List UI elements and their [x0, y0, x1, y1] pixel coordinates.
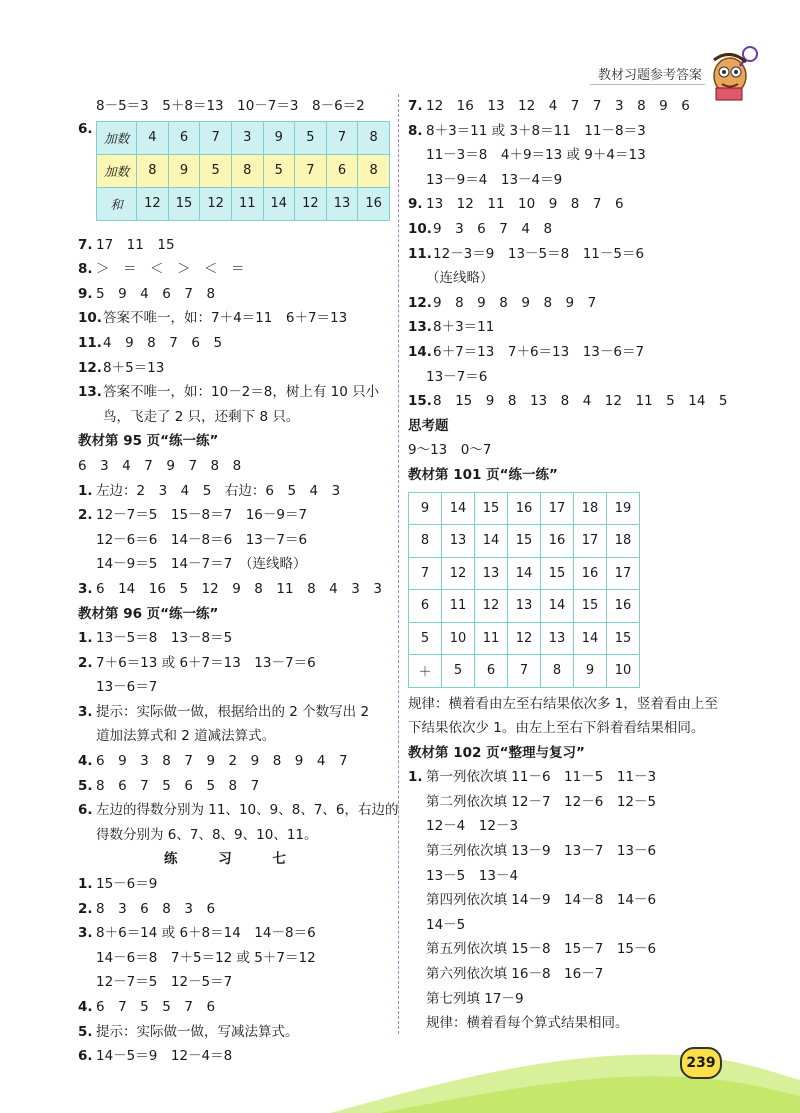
grid-cell: 6: [475, 655, 508, 688]
table-cell: 14: [263, 187, 295, 220]
answer-continuation: 鸟，飞走了 2 只，还剩下 8 只。: [103, 408, 300, 425]
row-label: 加数: [97, 154, 137, 187]
grid-cell: 19: [607, 492, 640, 525]
grid-cell: 12: [475, 590, 508, 623]
answer-line: [408, 192, 726, 217]
table-cell: 12: [137, 187, 169, 220]
table-cell: 8: [358, 121, 390, 154]
question-number: 4.: [78, 999, 93, 1015]
question-number: 8.: [78, 261, 93, 278]
grid-cell: 9: [409, 492, 442, 525]
table-cell: 4: [137, 121, 169, 154]
table-cell: 6: [168, 121, 200, 154]
answer-text: 提示：实际做一做，写减法算式。: [96, 1023, 299, 1040]
answer-line: [408, 217, 726, 242]
grid-cell: 10: [442, 622, 475, 655]
answer-line: 9～13 0～7: [408, 442, 492, 459]
answer-text: 6 7 5 5 7 6: [96, 999, 216, 1015]
grid-cell: 14: [508, 557, 541, 590]
answer-line: [408, 389, 726, 414]
question-number: 7.: [78, 236, 93, 253]
question-number: 11.: [408, 245, 432, 262]
grid-cell: 16: [607, 590, 640, 623]
question-number: 6.: [78, 1048, 93, 1065]
answer-line: [78, 306, 390, 331]
answer-text: 12 16 13 12 4 7 7 3 8 9 6: [426, 98, 690, 114]
question-number: 2.: [78, 507, 93, 524]
question-number: 1.: [78, 876, 93, 893]
answer-line: [78, 331, 390, 356]
grid-cell: 5: [409, 622, 442, 655]
grid-cell: 16: [508, 492, 541, 525]
answer-continuation: 第七列填 17－9: [426, 990, 524, 1007]
answer-continuation: （连线略）: [426, 270, 494, 287]
grid-cell: 13: [541, 622, 574, 655]
table-cell: 7: [295, 154, 327, 187]
grid-cell: 8: [409, 525, 442, 558]
question-number: 13.: [408, 319, 432, 336]
answer-text: 8 15 9 8 13 8 4 12 11 5 14 5: [433, 393, 728, 410]
question-number: 6.: [78, 802, 93, 819]
answer-line: [78, 995, 390, 1020]
table-row: [409, 655, 640, 688]
question-number: 14.: [408, 343, 432, 360]
answer-continuation: 第六列依次填 16－8 16－7: [426, 966, 604, 983]
answer-line: [78, 356, 390, 381]
table-row: [97, 121, 390, 154]
question-number: 3.: [78, 925, 93, 942]
question-number: 2.: [78, 654, 93, 671]
answer-line: 6 3 4 7 9 7 8 8: [78, 457, 242, 474]
section-heading: 教材第 96 页“练一练”: [78, 605, 219, 622]
section-heading: 思考题: [408, 417, 449, 434]
question-number: 4.: [78, 753, 93, 770]
question-number: 6.: [78, 120, 93, 137]
grid-cell: 5: [442, 655, 475, 688]
answer-text: 左边的得数分别为 11、10、9、8、7、6，右边的: [96, 802, 399, 819]
table-row: [409, 557, 640, 590]
question-number: 8.: [408, 122, 423, 139]
question-number: 10.: [78, 310, 102, 327]
answer-continuation: 规律：横着看每个算式结果相同。: [426, 1015, 629, 1032]
question-number: 11.: [78, 334, 102, 351]
grid-cell: 14: [475, 525, 508, 558]
grid-cell: 17: [574, 525, 607, 558]
answer-text: 8 6 7 5 6 5 8 7: [96, 777, 260, 794]
grid-cell: 15: [508, 525, 541, 558]
answer-continuation: 第二列依次填 12－7 12－6 12－5: [426, 793, 657, 810]
answer-text: 提示：实际做一做，根据给出的 2 个数写出 2: [96, 703, 370, 720]
grid-cell: 10: [607, 655, 640, 688]
grid-cell: 11: [475, 622, 508, 655]
answer-text: 8＋5＝13: [103, 359, 165, 376]
table-cell: 5: [295, 121, 327, 154]
grid-cell: 13: [508, 590, 541, 623]
left-column: [78, 94, 399, 1069]
answer-text: 8＋3＝11 或 3＋8＝11 11－8＝3: [426, 122, 646, 139]
answer-continuation: 14－5: [426, 916, 466, 933]
grid-cell: 15: [475, 492, 508, 525]
table-cell: 15: [168, 187, 200, 220]
table-cell: 8: [358, 154, 390, 187]
answer-continuation: 12－6＝6 14－8＝6 13－7＝6: [96, 531, 308, 548]
answer-line: [78, 577, 390, 602]
question-number: 15.: [408, 393, 432, 410]
table-row: [409, 590, 640, 623]
answer-line: [408, 315, 726, 340]
answer-line: [408, 242, 726, 267]
answer-continuation: 12－4 12－3: [426, 818, 519, 835]
grid-cell: 17: [607, 557, 640, 590]
grid-cell: 15: [574, 590, 607, 623]
answer-text: 9 8 9 8 9 8 9 7: [433, 294, 597, 311]
answer-line: [408, 340, 726, 365]
answer-line: [78, 651, 390, 676]
grid-cell: ＋: [409, 655, 442, 688]
answer-line: [78, 503, 390, 528]
question-number: 5.: [78, 1023, 93, 1040]
question-number: 5.: [78, 777, 93, 794]
answer-line: [78, 626, 390, 651]
question-number: 1.: [408, 769, 423, 786]
grid-cell: 14: [442, 492, 475, 525]
table-cell: 9: [263, 121, 295, 154]
answer-text: ＞ ＝ ＜ ＞ ＜ ＝: [96, 261, 245, 278]
grid-cell: 18: [574, 492, 607, 525]
answer-line: [78, 257, 390, 282]
column-divider: [398, 94, 399, 1034]
addition-table: [96, 121, 390, 221]
rule-text: 规律：横着看由左至右结果依次多 1，竖着看由上至下结果依次少 1。由左上至右下斜着看结果相同。: [408, 695, 718, 737]
grid-cell: 7: [409, 557, 442, 590]
answer-line: [78, 700, 390, 725]
answer-line: [78, 897, 390, 922]
answer-continuation: 14－9＝5 14－7＝7 （连线略）: [96, 556, 307, 573]
answer-line: [78, 872, 390, 897]
section-heading: 教材第 95 页“练一练”: [78, 433, 219, 450]
question-number: 3.: [78, 703, 93, 720]
table-cell: 5: [200, 154, 232, 187]
answer-text: 15－6＝9: [96, 876, 158, 893]
table-cell: 12: [295, 187, 327, 220]
grid-cell: 12: [508, 622, 541, 655]
answer-text: 答案不唯一，如：10－2＝8，树上有 10 只小: [103, 384, 380, 401]
answer-text: 8＋6＝14 或 6＋8＝14 14－8＝6: [96, 925, 316, 942]
mascot-reading-icon: [706, 42, 762, 102]
grid-cell: 16: [541, 525, 574, 558]
grid-cell: 11: [442, 590, 475, 623]
table-cell: 8: [137, 154, 169, 187]
table-cell: 7: [326, 121, 358, 154]
table-cell: 6: [326, 154, 358, 187]
table-row: [409, 492, 640, 525]
answer-text: 8＋3＝11: [433, 319, 495, 336]
question-number: 12.: [78, 359, 102, 376]
answer-continuation: 得数分别为 6、7、8、9、10、11。: [96, 826, 318, 843]
question-number: 10.: [408, 220, 432, 237]
grid-cell: 8: [541, 655, 574, 688]
grid-cell: 14: [574, 622, 607, 655]
answer-continuation: 13－5 13－4: [426, 867, 519, 884]
table-cell: 5: [263, 154, 295, 187]
question-number: 7.: [408, 98, 423, 114]
answer-continuation: 第三列依次填 13－9 13－7 13－6: [426, 843, 657, 860]
answer-continuation: 14－6＝8 7＋5＝12 或 5＋7＝12: [96, 949, 316, 966]
answer-text: 6＋7＝13 7＋6＝13 13－6＝7: [433, 343, 645, 360]
answer-continuation: 13－9＝4 13－4＝9: [426, 171, 563, 188]
grid-cell: 15: [607, 622, 640, 655]
answer-text: 9 3 6 7 4 8: [433, 220, 553, 237]
answer-continuation: 道加法算式和 2 道减法算式。: [96, 728, 276, 745]
grid-cell: 17: [541, 492, 574, 525]
right-column: [408, 94, 726, 1036]
grid-cell: 14: [541, 590, 574, 623]
table-row: [409, 525, 640, 558]
question-number: 9.: [78, 285, 93, 302]
grid-cell: 18: [607, 525, 640, 558]
answer-line: 8－5＝3 5＋8＝13 10－7＝3 8－6＝2: [96, 98, 365, 114]
table-row: [409, 622, 640, 655]
answer-continuation: 12－7＝5 12－5＝7: [96, 974, 233, 991]
answer-line: [78, 479, 390, 504]
table-cell: 16: [358, 187, 390, 220]
header-rule: [590, 84, 705, 85]
addition-grid: [408, 492, 640, 688]
answer-line: [78, 774, 390, 799]
question-number: 1.: [78, 482, 93, 499]
answer-text: 左边：2 3 4 5 右边：6 5 4 3: [96, 482, 341, 499]
row-label: 和: [97, 187, 137, 220]
exercise-heading: 练 习 七: [164, 851, 304, 868]
running-header: 教材习题参考答案: [598, 68, 703, 83]
table-row: [97, 154, 390, 187]
grid-cell: 6: [409, 590, 442, 623]
table-cell: 3: [231, 121, 263, 154]
answer-line: [408, 119, 726, 144]
question-number: 12.: [408, 294, 432, 311]
table-cell: 12: [200, 187, 232, 220]
answer-text: 5 9 4 6 7 8: [96, 285, 216, 302]
table-cell: 13: [326, 187, 358, 220]
answer-text: 14－5＝9 12－4＝8: [96, 1048, 233, 1065]
answer-text: 6 9 3 8 7 9 2 9 8 9 4 7: [96, 753, 348, 770]
answer-text: 8 3 6 8 3 6: [96, 900, 216, 917]
grid-cell: 9: [574, 655, 607, 688]
section-heading: 教材第 102 页“整理与复习”: [408, 744, 585, 761]
answer-line: [408, 765, 726, 790]
answer-continuation: 13－6＝7: [96, 679, 158, 696]
answer-text: 答案不唯一，如：7＋4＝11 6＋7＝13: [103, 310, 348, 327]
answer-text: 13 12 11 10 9 8 7 6: [426, 196, 624, 213]
grid-cell: 7: [508, 655, 541, 688]
table-cell: 7: [200, 121, 232, 154]
answer-line: [78, 233, 390, 258]
answer-line: [408, 291, 726, 316]
answer-line: [78, 749, 390, 774]
table-row: [97, 187, 390, 220]
grid-cell: 16: [574, 557, 607, 590]
grid-cell: 13: [475, 557, 508, 590]
answer-continuation: 第四列依次填 14－9 14－8 14－6: [426, 892, 657, 909]
grid-cell: 13: [442, 525, 475, 558]
answer-continuation: 11－3＝8 4＋9＝13 或 9＋4＝13: [426, 147, 646, 164]
question-number: 9.: [408, 196, 423, 213]
page-number-badge: 239: [680, 1047, 722, 1079]
answer-line: [78, 380, 390, 405]
answer-line: [408, 94, 726, 119]
answer-line: [78, 921, 390, 946]
question-number: 2.: [78, 900, 93, 917]
question-number: 13.: [78, 384, 102, 401]
answer-continuation: 13－7＝6: [426, 368, 488, 385]
answer-text: 13－5＝8 13－8＝5: [96, 630, 233, 647]
answer-text: 4 9 8 7 6 5: [103, 334, 223, 351]
section-heading: 教材第 101 页“练一练”: [408, 466, 558, 483]
grid-cell: 15: [541, 557, 574, 590]
answer-text: 12－3＝9 13－5＝8 11－5＝6: [433, 245, 645, 262]
answer-text: 第一列依次填 11－6 11－5 11－3: [426, 769, 657, 786]
answer-text: 12－7＝5 15－8＝7 16－9＝7: [96, 507, 308, 524]
answer-line: [78, 798, 399, 823]
answer-continuation: 第五列依次填 15－8 15－7 15－6: [426, 941, 657, 958]
answer-text: 6 14 16 5 12 9 8 11 8 4 3 3: [96, 580, 382, 597]
table-cell: 8: [231, 154, 263, 187]
table-cell: 11: [231, 187, 263, 220]
row-label: 加数: [97, 121, 137, 154]
answer-text: 7＋6＝13 或 6＋7＝13 13－7＝6: [96, 654, 316, 671]
q6-table-block: [78, 119, 390, 233]
question-number: 1.: [78, 630, 93, 647]
answer-line: [78, 282, 390, 307]
table-cell: 9: [168, 154, 200, 187]
grid-cell: 12: [442, 557, 475, 590]
answer-text: 17 11 15: [96, 236, 175, 253]
question-number: 3.: [78, 580, 93, 597]
